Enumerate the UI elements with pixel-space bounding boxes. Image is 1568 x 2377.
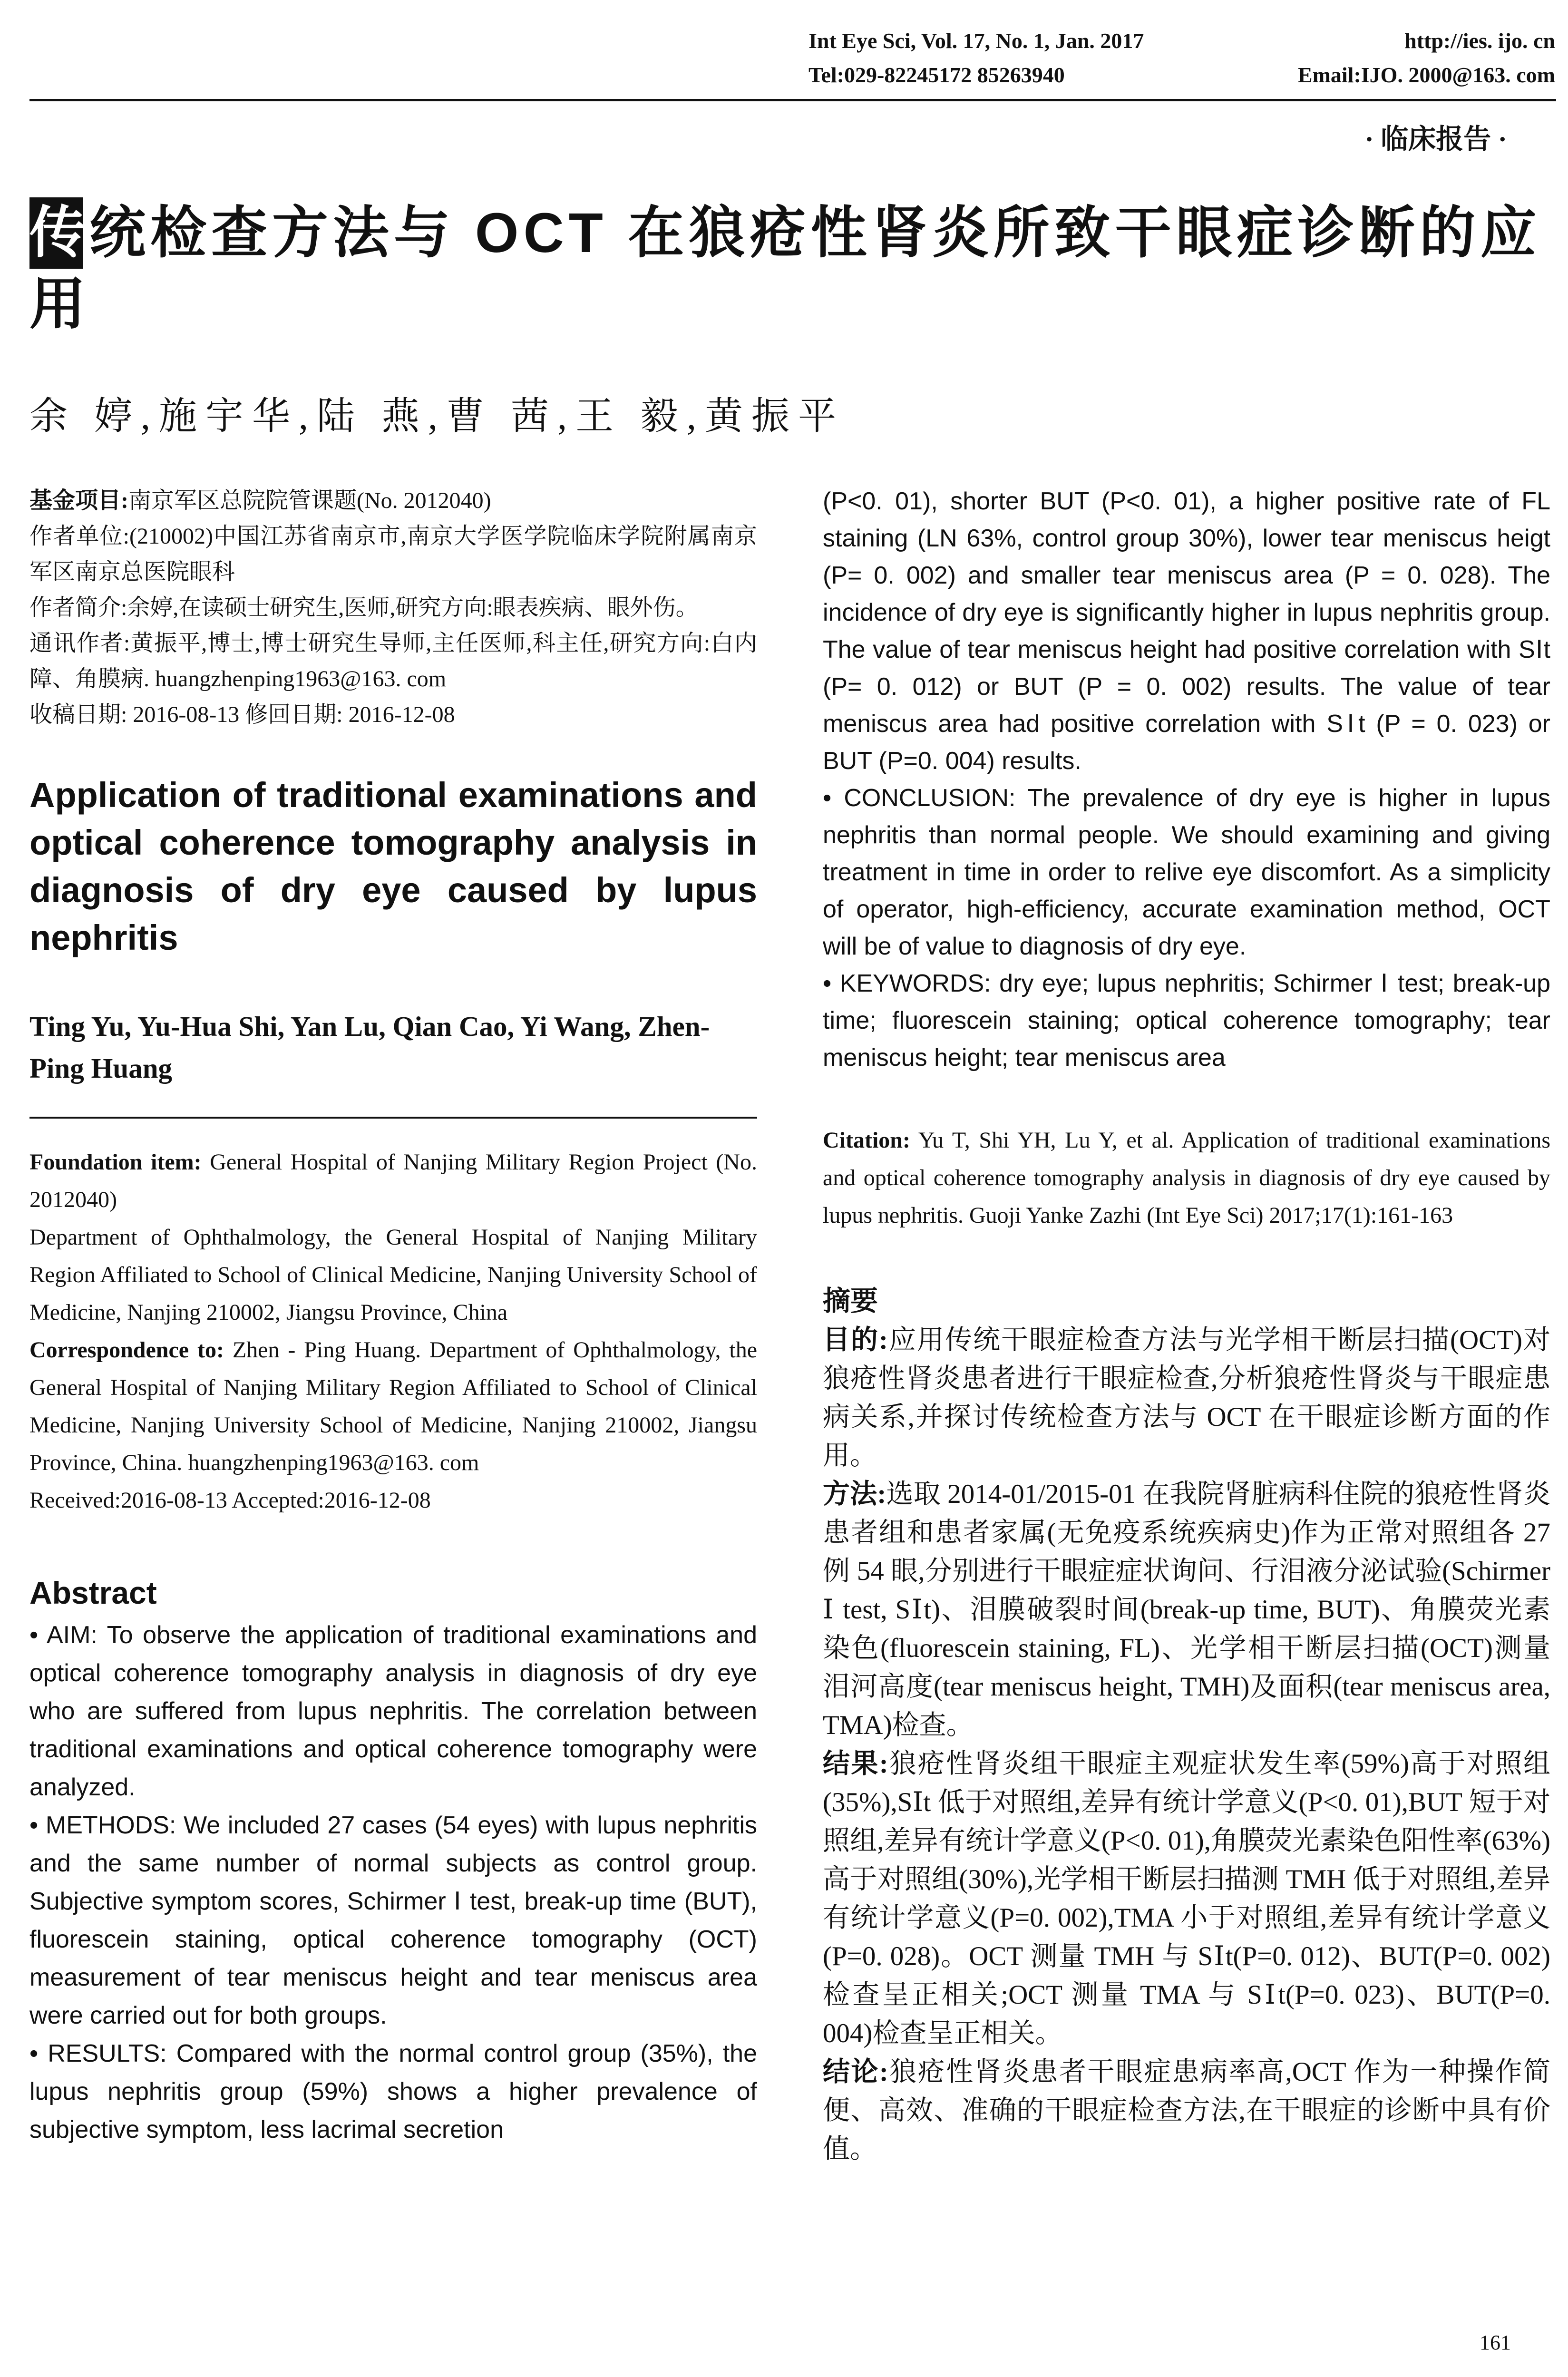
chinese-meta: [29, 483, 757, 732]
correspondence: Correspondence to: Zhen - Ping Huang. Department of Ophthalmology, the General Hospital of Nanjing Military Region Affiliated to School of Clinical Medicine, Nanjing University School of Medicine, Nanjing 210002, Jiangsu Province, China. huangzhenping1963@163. com: [29, 1337, 757, 1475]
department: Department of Ophthalmology, the General Hospital of Nanjing Military Region Affiliated to School of Clinical Medicine, Nanjing University School of Medicine, Nanjing 210002, Jiangsu Province, China: [29, 1225, 757, 1325]
right-column: [823, 483, 1550, 2168]
left-column: [29, 483, 757, 2149]
journal-tel: Tel:029-82245172 85263940: [808, 63, 1065, 87]
meta-line-2: 作者简介:余婷,在读硕士研究生,医师,研究方向:眼表疾病、眼外伤。: [29, 595, 699, 620]
abstract-methods: • METHODS: We included 27 cases (54 eyes) with lupus nephritis and the same number of normal subjects as control group. Subjective symptom scores, Schirmer Ⅰ test, break-up time (BUT), fluorescein staining, optical coherence tomography (OCT) measurement of tear meniscus height and tear meniscus area were carried out for both groups.: [29, 1812, 757, 2029]
authors-rule: [29, 1117, 757, 1119]
header-rule: [29, 99, 1556, 101]
abstract-keywords: • KEYWORDS: dry eye; lupus nephritis; Schirmer Ⅰ test; break-up time; fluorescein staining; optical coherence tomography; tear meniscus height; tear meniscus area: [823, 970, 1550, 1072]
running-header: [808, 24, 1555, 92]
meta-key: 基金项目:: [29, 488, 128, 513]
abstract-body-right: [823, 483, 1550, 1076]
abstract-results-cont: (P<0. 01), shorter BUT (P<0. 01), a higher positive rate of FL staining (LN 63%, control group 30%), lower tear meniscus heigt (P= 0. 002) and smaller tear meniscus area (P = 0. 028). The incidence of dry eye is significantly higher in lupus nephritis group. The value of tear meniscus height had positive correlation with SⅠt (P= 0. 012) or BUT (P = 0. 002) results. The value of tear meniscus area had positive correlation with SⅠt (P = 0. 023) or BUT (P=0. 004) results.: [823, 487, 1550, 775]
chinese-authors: 余 婷,施宇华,陆 燕,曹 茜,王 毅,黄振平: [29, 396, 845, 438]
page-number: 161: [1480, 2331, 1511, 2354]
chinese-abstract: [823, 1321, 1550, 2168]
meta-line-4: 收稿日期: 2016-08-13 修回日期: 2016-12-08: [29, 702, 455, 727]
zy-conclusion: 结论:狼疮性肾炎患者干眼症患病率高,OCT 作为一种操作简便、高效、准确的干眼症检查方法,在干眼症的诊断中具有价值。: [823, 2057, 1551, 2164]
abstract-heading: Abstract: [29, 1575, 157, 1610]
journal-url: http://ies. ijo. cn: [1404, 29, 1555, 53]
title-first-char: 传: [29, 197, 83, 269]
english-authors: Ting Yu, Yu-Hua Shi, Yan Lu, Qian Cao, Yi Wang, Zhen-Ping Huang: [29, 1011, 710, 1084]
english-title: Application of traditional examinations and optical coherence tomography analysis in diagnosis of dry eye caused by lupus nephritis: [29, 775, 757, 957]
meta-line-1: 作者单位:(210002)中国江苏省南京市,南京大学医学院临床学院附属南京军区南京总医院眼科: [29, 524, 757, 585]
zy-results: 结果:狼疮性肾炎组干眼症主观症状发生率(59%)高于对照组(35%),SⅠt 低于对照组,差异有统计学意义(P<0. 01),BUT 短于对照组,差异有统计学意义(P<0. 01),角膜荧光素染色阳性率(63%)高于对照组(30%),光学相干断层扫描测 TMH 低于对照组,差异有统计学意义(P=0. 002),TMA 小于对照组,差异有统计学意义(P=0. 028)。OCT 测量 TMH 与 SⅠt(P=0. 012)、BUT(P=0. 002)检查呈正相关;OCT 测量 TMA 与 SⅠt(P=0. 023)、BUT(P=0. 004)检查呈正相关。: [823, 1749, 1550, 2048]
chinese-abstract-heading: 摘要: [823, 1286, 878, 1316]
zy-objective: 目的:应用传统干眼症检查方法与光学相干断层扫描(OCT)对狼疮性肾炎患者进行干眼症检查,分析狼疮性肾炎与干眼症患病关系,并探讨传统检查方法与 OCT 在干眼症诊断方面的作用。: [823, 1325, 1551, 1471]
meta-line-3: 通讯作者:黄振平,博士,博士研究生导师,主任医师,科主任,研究方向:白内障、角膜病. huangzhenping1963@163. com: [29, 631, 757, 692]
journal-info: Int Eye Sci, Vol. 17, No. 1, Jan. 2017: [808, 29, 1144, 53]
citation: Citation: Yu T, Shi YH, Lu Y, et al. Application of traditional examinations and optical coherence tomography analysis in diagnosis of dry eye caused by lupus nephritis. Guoji Yanke Zazhi (Int Eye Sci) 2017;17(1):161-163: [823, 1128, 1550, 1228]
section-tag: · 临床报告 ·: [1364, 124, 1507, 155]
foundation-item: Foundation item: General Hospital of Nanjing Military Region Project (No. 2012040): [29, 1150, 758, 1212]
received-dates: Received:2016-08-13 Accepted:2016-12-08: [29, 1488, 431, 1513]
zy-methods: 方法:选取 2014-01/2015-01 在我院肾脏病科住院的狼疮性肾炎患者组和患者家属(无免疫系统疾病史)作为正常对照组各 27 例 54 眼,分别进行干眼症症状询问、行泪液分泌试验(Schirmer Ⅰ test, SⅠt)、泪膜破裂时间(break-up time, BUT)、角膜荧光素染色(fluorescein staining, FL)、光学相干断层扫描(OCT)测量泪河高度(tear meniscus height, TMH)及面积(tear meniscus area, TMA)检查。: [823, 1479, 1550, 1740]
journal-email: Email:IJO. 2000@163. com: [1297, 63, 1555, 87]
abstract-conclusion: • CONCLUSION: The prevalence of dry eye is higher in lupus nephritis than normal people. We should examining and giving treatment in time in order to relive eye discomfort. As a simplicity of operator, high-efficiency, accurate examination method, OCT will be of value to diagnosis of dry eye.: [823, 784, 1550, 960]
title-rest: 统检查方法与 OCT 在狼疮性肾炎所致干眼症诊断的应用: [29, 202, 1541, 336]
meta-line-0: 基金项目:南京军区总院院管课题(No. 2012040): [29, 488, 491, 513]
abstract-body-left: [29, 1616, 757, 2149]
chinese-title: [29, 197, 1551, 340]
abstract-results: • RESULTS: Compared with the normal control group (35%), the lupus nephritis group (59%) shows a higher prevalence of subjective symptom, less lacrimal secretion: [29, 2040, 757, 2143]
abstract-aim: • AIM: To observe the application of traditional examinations and optical coherence tomography analysis in diagnosis of dry eye who are suffered from lupus nephritis. The correlation between traditional examinations and optical coherence tomography were analyzed.: [29, 1621, 757, 1801]
